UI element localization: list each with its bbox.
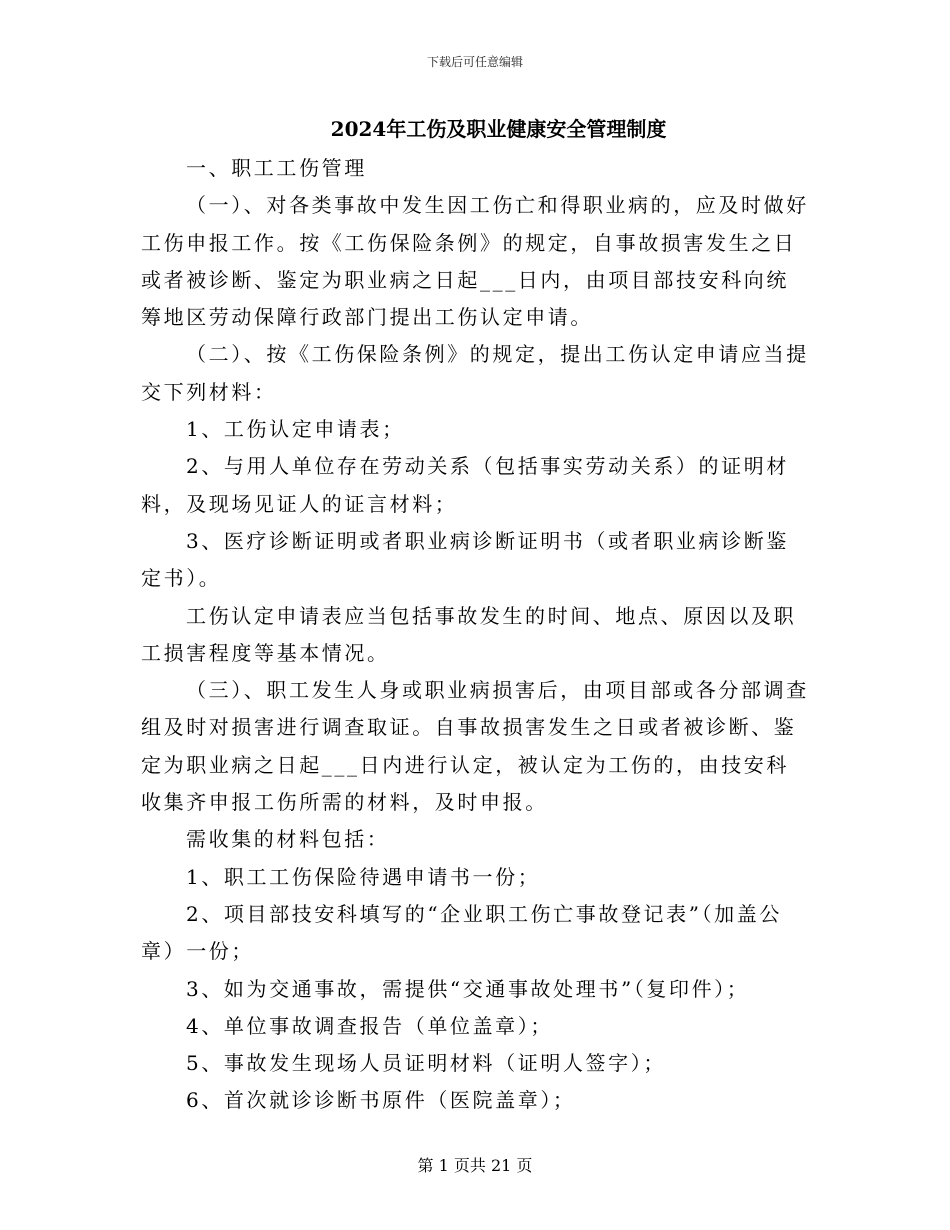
document-title: 2024年工伤及职业健康安全管理制度 bbox=[330, 117, 667, 141]
paragraph: （二）、按《工伤保险条例》的规定，提出工伤认定申请应当提交下列材料： bbox=[141, 342, 809, 404]
list-item: 2、项目部技安科填写的“企业职工伤亡事故登记表”（加盖公章）一份； bbox=[141, 901, 782, 964]
list-item: 1、职工工伤保险待遇申请书一份； bbox=[186, 864, 541, 889]
paragraph: 工伤认定申请表应当包括事故发生的时间、地点、原因以及职工损害程度等基本情况。 bbox=[141, 603, 797, 665]
paragraph: （三）、职工发生人身或职业病损害后，由项目部或各分部调查组及时对损害进行调查取证。自事故损害发生之日或者被诊断、鉴定为职业病之日起___日内进行认定，被认定为工伤的，由技安科收集齐申报工伤所需的材料，及时申报。 bbox=[141, 678, 809, 815]
paragraph: 需收集的材料包括： bbox=[186, 827, 390, 852]
page-footer: 第 1 页共 21 页 bbox=[417, 1156, 533, 1175]
list-item: 5、事故发生现场人员证明材料（证明人签字）； bbox=[186, 1051, 666, 1076]
paragraph: （一）、对各类事故中发生因工伤亡和得职业病的，应及时做好工伤申报工作。按《工伤保险条例》的规定，自事故损害发生之日或者被诊断、鉴定为职业病之日起___日内，由项目部技安科向统筹地区劳动保障行政部门提出工伤认定申请。 bbox=[141, 193, 809, 330]
list-item: 2、与用人单位存在劳动关系（包括事实劳动关系）的证明材料，及现场见证人的证言材料； bbox=[141, 454, 789, 516]
list-item: 1、工伤认定申请表； bbox=[186, 417, 405, 442]
list-item: 6、首次就诊诊断书原件（医院盖章）； bbox=[186, 1088, 576, 1113]
document-body bbox=[141, 150, 809, 1120]
list-item: 4、单位事故调查报告（单位盖章）； bbox=[186, 1013, 553, 1038]
list-item: 3、如为交通事故，需提供“交通事故处理书”（复印件）； bbox=[186, 976, 750, 1001]
page-header: 下载后可任意编辑 bbox=[426, 55, 523, 69]
list-item: 3、医疗诊断证明或者职业病诊断证明书（或者职业病诊断鉴定书）。 bbox=[141, 528, 789, 591]
section-heading: 一、职工工伤管理 bbox=[186, 156, 367, 180]
